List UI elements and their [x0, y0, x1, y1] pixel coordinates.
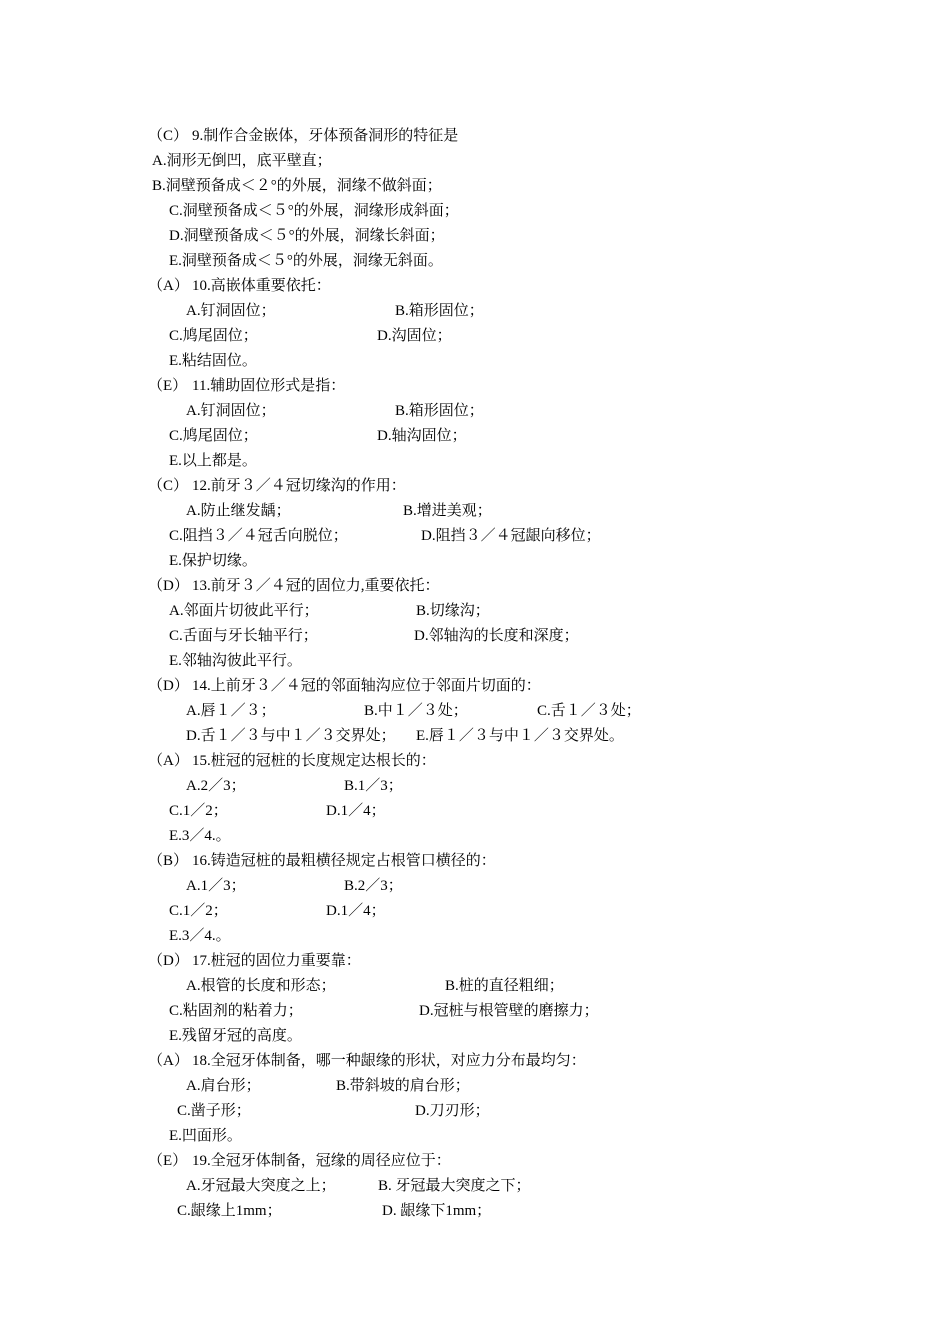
option: B. 牙冠最大突度之下；: [378, 1178, 531, 1194]
answer-key: （D）: [148, 678, 189, 694]
option: B.洞壁预备成＜２°的外展，洞缘不做斜面；: [152, 178, 442, 194]
answer-key: （A）: [148, 278, 189, 294]
option: A.肩台形；: [186, 1078, 261, 1094]
option: D. 龈缘下1mm；: [382, 1203, 492, 1219]
option: C.洞壁预备成＜５°的外展，洞缘形成斜面；: [169, 203, 459, 219]
option: A.邻面片切彼此平行；: [169, 603, 319, 619]
question-stem: 18.全冠牙体制备，哪一种龈缘的形状，对应力分布最均匀：: [192, 1053, 586, 1069]
option: A.1／3；: [186, 878, 246, 894]
option: D.邻轴沟的长度和深度；: [414, 628, 579, 644]
option: B.箱形固位；: [395, 403, 484, 419]
option: A.防止继发龋；: [186, 503, 291, 519]
option: A.洞形无倒凹，底平壁直；: [152, 153, 332, 169]
option: C.1／2；: [169, 903, 228, 919]
option: B.桩的直径粗细；: [445, 978, 564, 994]
answer-key: （B）: [148, 853, 189, 869]
option: C.舌面与牙长轴平行；: [169, 628, 318, 644]
question-stem: 11.辅助固位形式是指：: [192, 378, 346, 394]
option: A.钉洞固位；: [186, 303, 276, 319]
question-stem: 17.桩冠的固位力重要靠：: [192, 953, 361, 969]
question-stem: 12.前牙３／４冠切缘沟的作用：: [192, 478, 406, 494]
answer-key: （D）: [148, 953, 189, 969]
option: C.龈缘上1mm；: [177, 1203, 282, 1219]
option: D.洞壁预备成＜５°的外展，洞缘长斜面；: [169, 228, 445, 244]
option: D.刀刃形；: [415, 1103, 490, 1119]
option: C.鸠尾固位；: [169, 328, 258, 344]
option: D.阻挡３／４冠龈向移位；: [421, 528, 601, 544]
option: E.凹面形。: [169, 1128, 242, 1144]
option: E.唇１／３与中１／３交界处。: [416, 728, 624, 744]
option: E.残留牙冠的高度。: [169, 1028, 302, 1044]
question-stem: 9.制作合金嵌体，牙体预备洞形的特征是: [192, 128, 459, 144]
question-stem: 16.铸造冠桩的最粗横径规定占根管口横径的：: [192, 853, 496, 869]
option: B.切缘沟；: [416, 603, 490, 619]
option: A.根管的长度和形态；: [186, 978, 336, 994]
option: A.2／3；: [186, 778, 246, 794]
option: A.牙冠最大突度之上；: [186, 1178, 336, 1194]
option: E.保护切缘。: [169, 553, 257, 569]
option: C.阻挡３／４冠舌向脱位；: [169, 528, 348, 544]
option: D.舌１／３与中１／３交界处；: [186, 728, 396, 744]
option: B.箱形固位；: [395, 303, 484, 319]
answer-key: （E）: [148, 1153, 188, 1169]
answer-key: （E）: [148, 378, 188, 394]
option: C.舌１／３处；: [537, 703, 641, 719]
answer-key: （C）: [148, 128, 189, 144]
option: B.增进美观；: [403, 503, 492, 519]
option: C.1／2；: [169, 803, 228, 819]
answer-key: （A）: [148, 753, 189, 769]
question-stem: 13.前牙３／４冠的固位力,重要依托：: [192, 578, 440, 594]
option: E.3／4.。: [169, 928, 231, 944]
option: B.2／3；: [344, 878, 403, 894]
option: A.唇１／３；: [186, 703, 276, 719]
answer-key: （C）: [148, 478, 189, 494]
answer-key: （D）: [148, 578, 189, 594]
question-stem: 15.桩冠的冠桩的长度规定达根长的：: [192, 753, 436, 769]
option: D.1／4；: [326, 903, 386, 919]
option: D.冠桩与根管壁的磨擦力；: [419, 1003, 599, 1019]
question-stem: 10.高嵌体重要依托：: [192, 278, 331, 294]
option: C.粘固剂的粘着力；: [169, 1003, 303, 1019]
option: B.中１／３处；: [364, 703, 468, 719]
question-stem: 19.全冠牙体制备，冠缘的周径应位于：: [192, 1153, 451, 1169]
option: D.轴沟固位；: [377, 428, 467, 444]
option: C.凿子形；: [177, 1103, 251, 1119]
option: E.洞壁预备成＜５°的外展，洞缘无斜面。: [169, 253, 443, 269]
option: E.以上都是。: [169, 453, 257, 469]
answer-key: （A）: [148, 1053, 189, 1069]
option: B.1／3；: [344, 778, 403, 794]
option: E.粘结固位。: [169, 353, 257, 369]
option: D.1／4；: [326, 803, 386, 819]
option: E.3／4.。: [169, 828, 231, 844]
question-stem: 14.上前牙３／４冠的邻面轴沟应位于邻面片切面的：: [192, 678, 541, 694]
option: A.钉洞固位；: [186, 403, 276, 419]
option: B.带斜坡的肩台形；: [336, 1078, 470, 1094]
option: D.沟固位；: [377, 328, 452, 344]
option: E.邻轴沟彼此平行。: [169, 653, 302, 669]
option: C.鸠尾固位；: [169, 428, 258, 444]
